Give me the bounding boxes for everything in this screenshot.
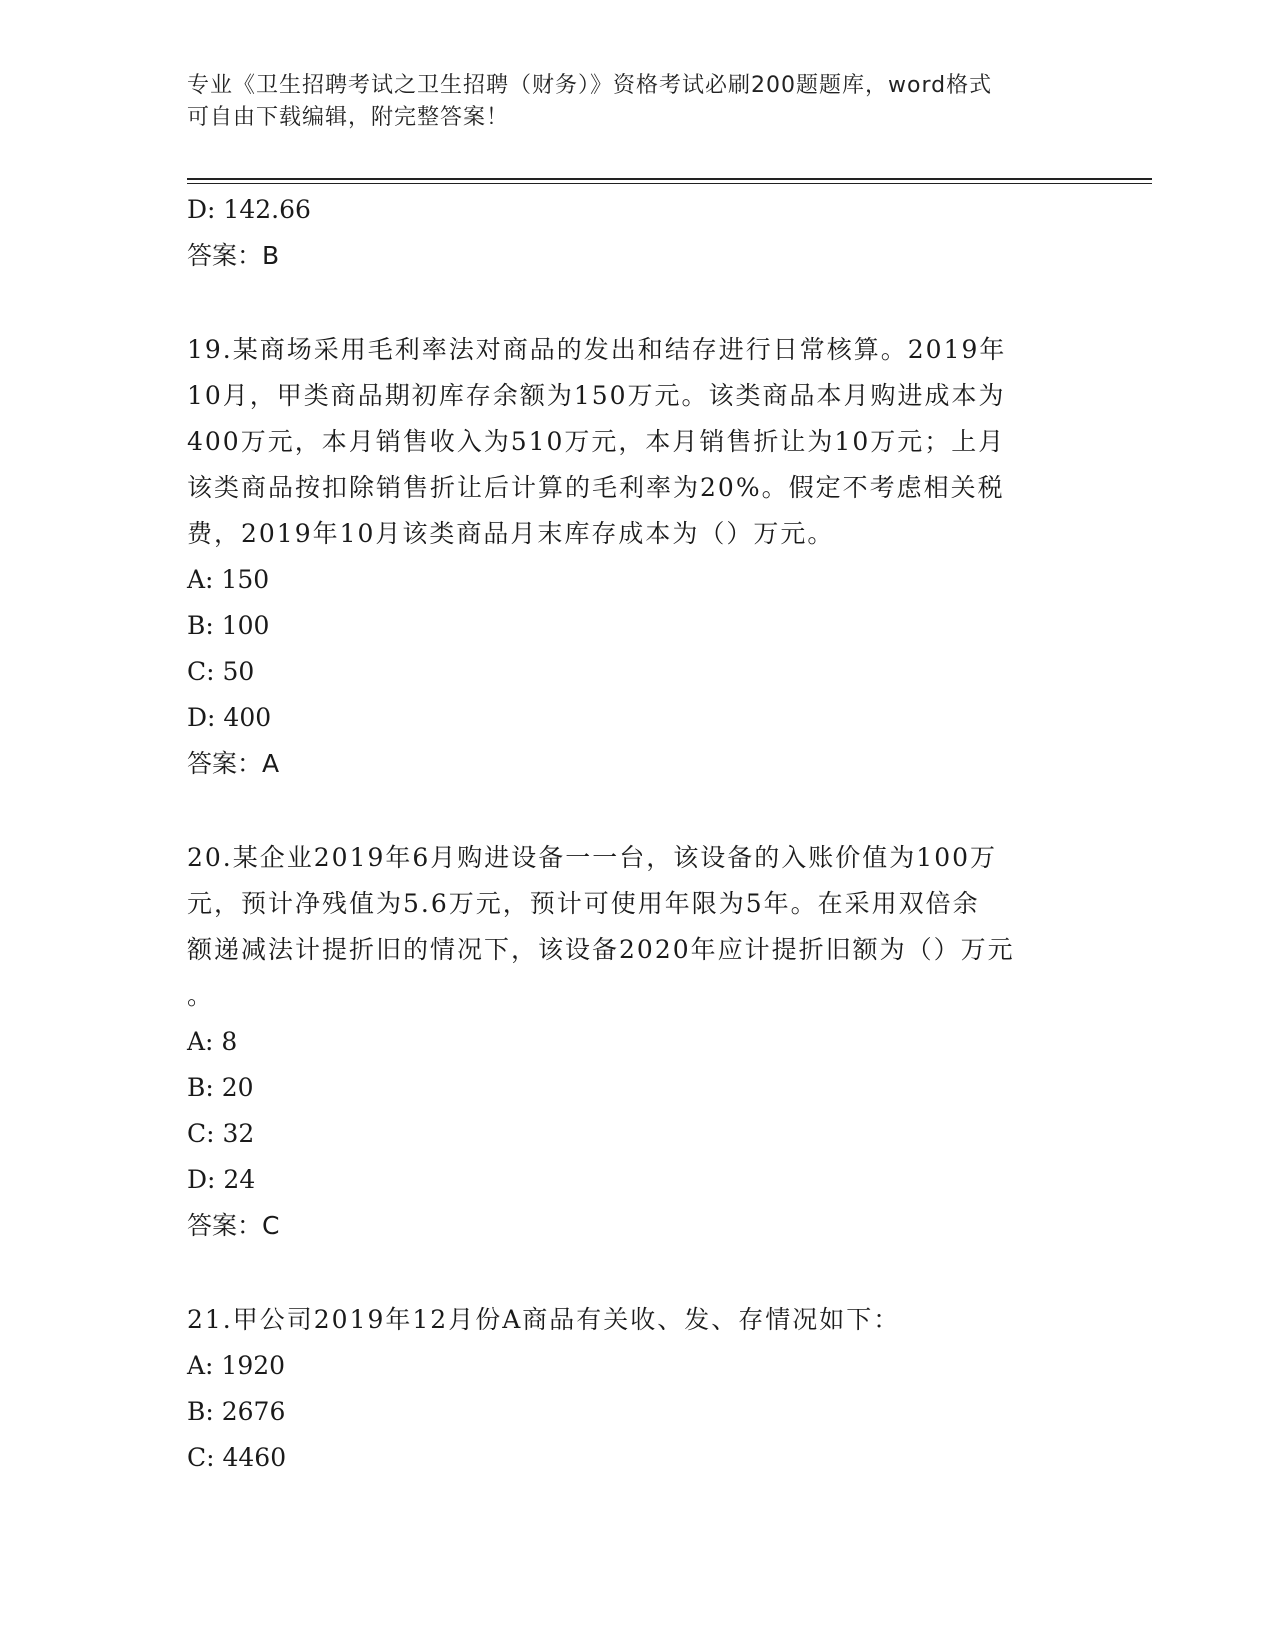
- answer-line: 答案：B: [187, 241, 280, 270]
- option-b: B: 2676: [187, 1397, 286, 1426]
- question-text-line: 10月，甲类商品期初库存余额为150万元。该类商品本月购进成本为: [187, 381, 1006, 410]
- option-a: A: 8: [187, 1027, 238, 1056]
- question-text-line: 400万元，本月销售收入为510万元，本月销售折让为10万元；上月: [187, 427, 1006, 456]
- option-d: D: 400: [187, 703, 272, 732]
- question-19: [187, 327, 1087, 787]
- option-a: A: 1920: [187, 1351, 286, 1380]
- question-text-line: 该类商品按扣除销售折让后计算的毛利率为20%。假定不考虑相关税: [187, 473, 1005, 502]
- question-text-line: 19.某商场采用毛利率法对商品的发出和结存进行日常核算。2019年: [187, 335, 1007, 364]
- option-b: B: 100: [187, 611, 270, 640]
- option-a: A: 150: [187, 565, 270, 594]
- header-line-2: 可自由下载编辑，附完整答案！: [187, 105, 510, 130]
- question-text-line: 费，2019年10月该类商品月末库存成本为（）万元。: [187, 519, 835, 548]
- question-text-line: 21.甲公司2019年12月份A商品有关收、发、存情况如下：: [187, 1305, 901, 1334]
- option-d: D: 142.66: [187, 195, 311, 224]
- header-divider-thin: [187, 183, 1152, 184]
- option-d: D: 24: [187, 1165, 256, 1194]
- option-c: C: 50: [187, 657, 255, 686]
- option-c: C: 32: [187, 1119, 255, 1148]
- answer-line: 答案：C: [187, 1211, 280, 1240]
- question-20: [187, 835, 1087, 1249]
- header-line-1: 专业《卫生招聘考试之卫生招聘（财务）》资格考试必刷200题题库，word格式: [187, 73, 993, 98]
- question-21: [187, 1297, 1087, 1481]
- answer-line: 答案：A: [187, 749, 280, 778]
- option-b: B: 20: [187, 1073, 254, 1102]
- question-text-line: 20.某企业2019年6月购进设备一一台，该设备的入账价值为100万: [187, 843, 998, 872]
- page-header: [187, 70, 1087, 134]
- question-text-line: 额递减法计提折旧的情况下，该设备2020年应计提折旧额为（）万元: [187, 935, 1015, 964]
- question-text-line: 。: [187, 981, 215, 1010]
- document-body: [187, 187, 1087, 1481]
- question-text-line: 元，预计净残值为5.6万元，预计可使用年限为5年。在采用双倍余: [187, 889, 980, 918]
- header-divider: [187, 178, 1152, 180]
- option-c: C: 4460: [187, 1443, 287, 1472]
